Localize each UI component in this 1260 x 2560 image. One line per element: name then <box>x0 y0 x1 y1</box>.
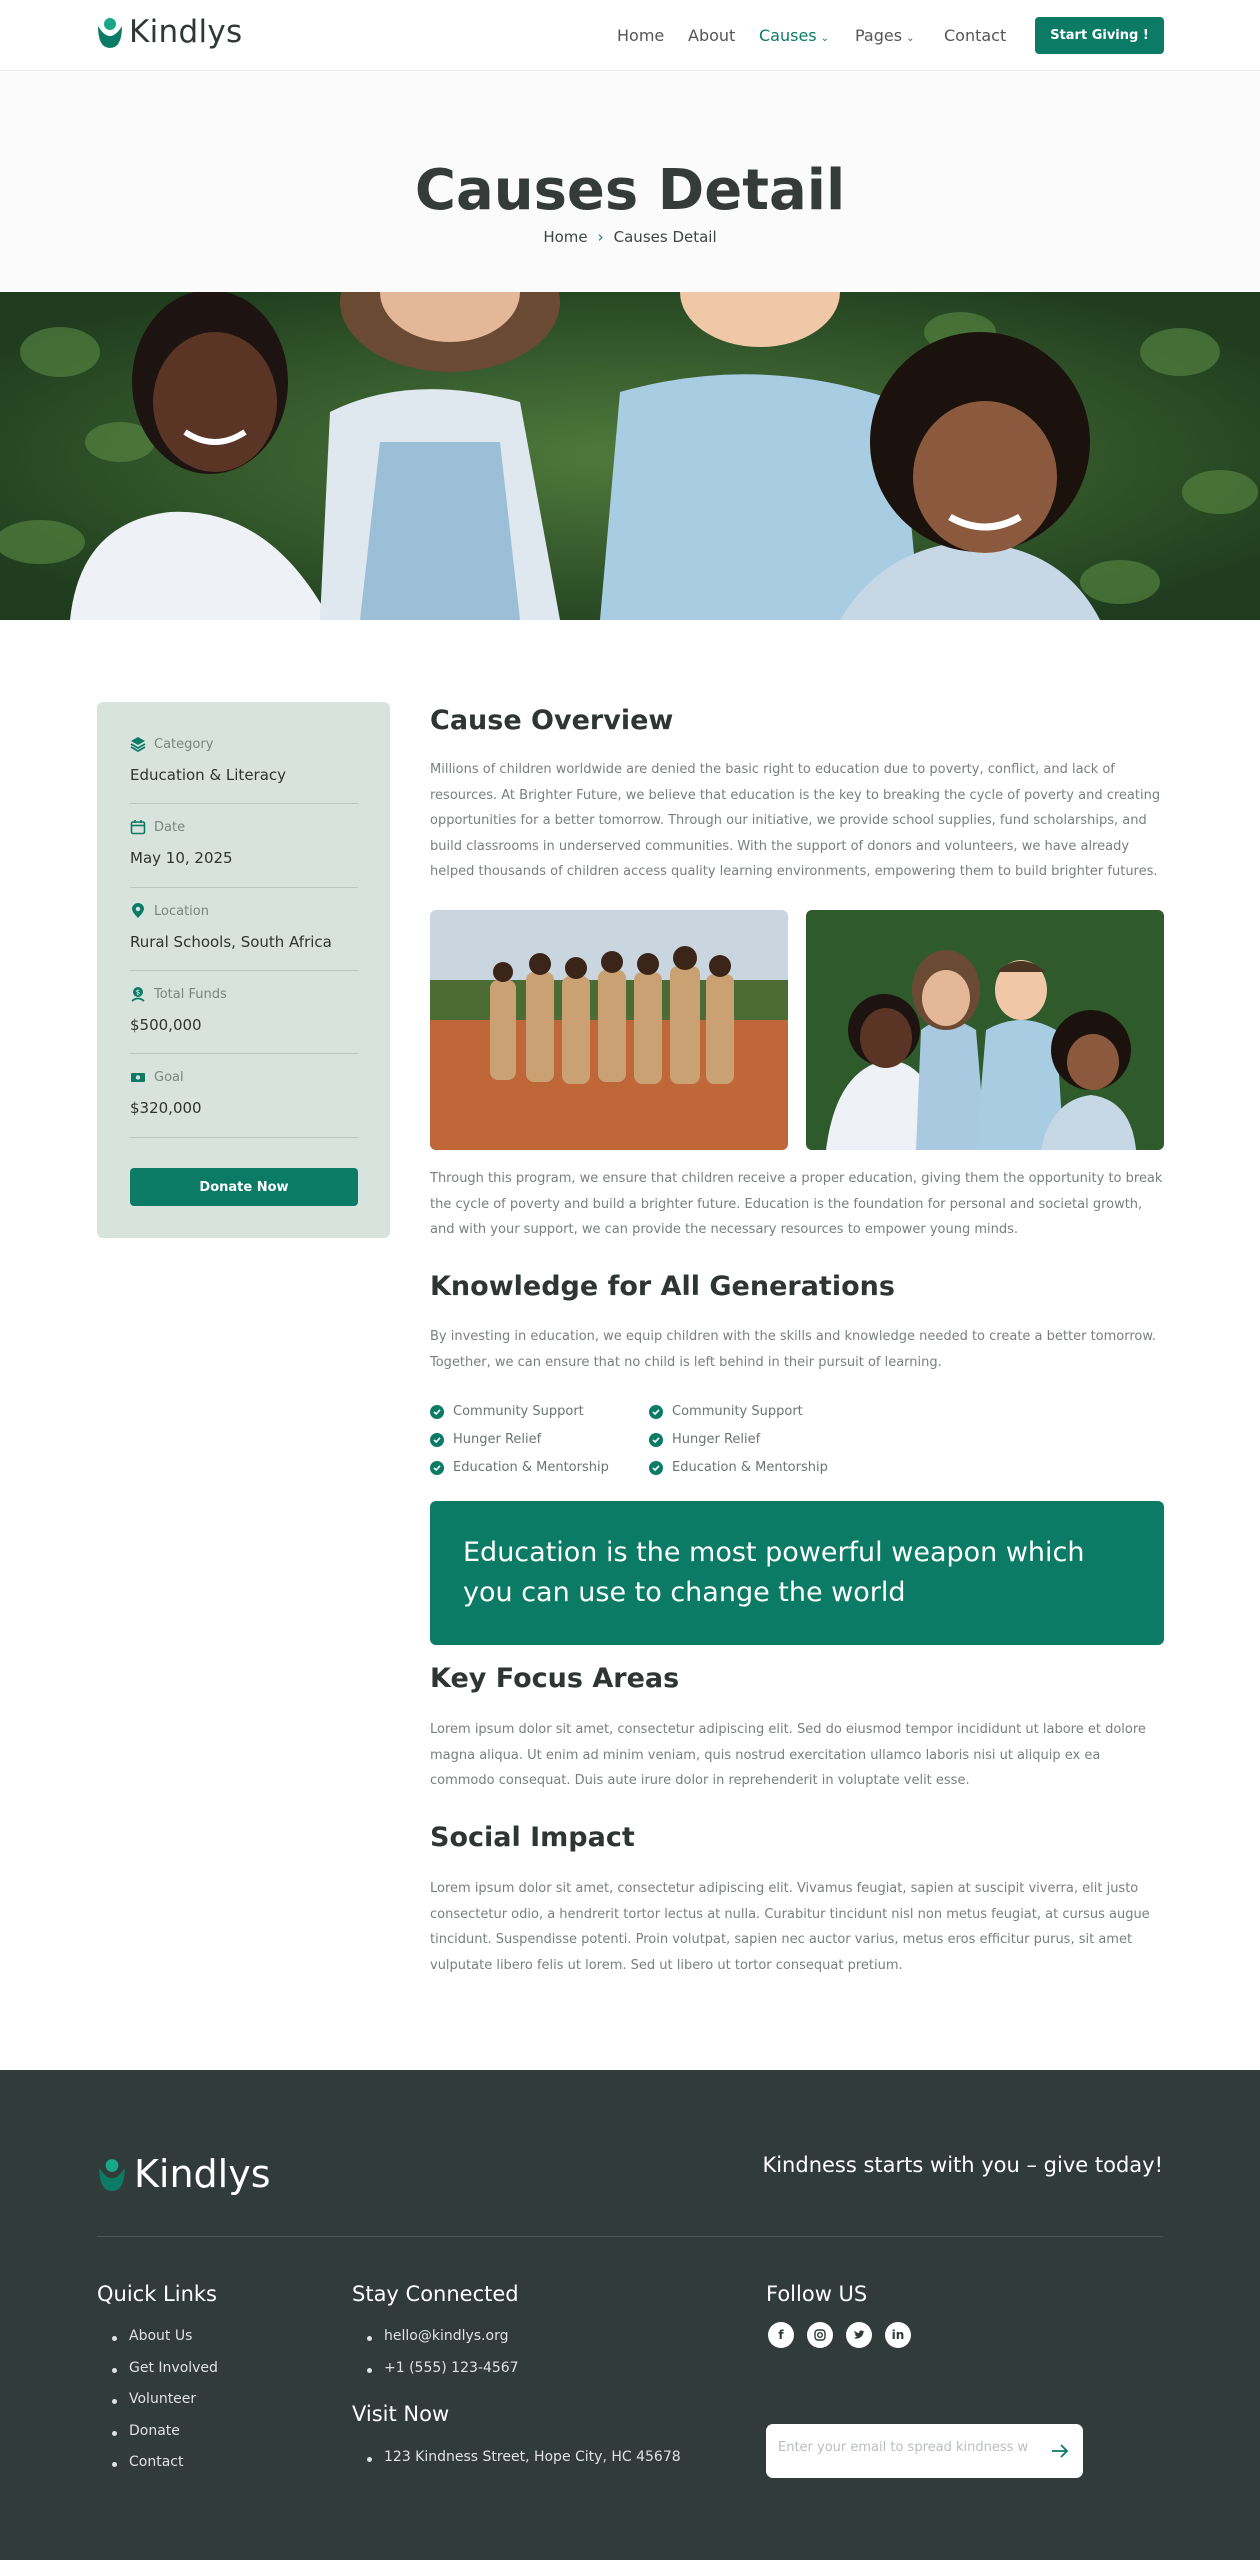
chevron-right-icon: › <box>597 228 604 246</box>
checklist-item-label: Education & Mentorship <box>672 1460 828 1475</box>
svg-text:$: $ <box>135 988 141 997</box>
contact-list <box>352 2328 519 2391</box>
quick-link-volunteer[interactable]: Volunteer <box>97 2391 218 2423</box>
check-circle-icon <box>649 1461 663 1475</box>
address-list <box>352 2449 681 2481</box>
hero-image <box>0 292 1260 620</box>
checklist-item-label: Hunger Relief <box>672 1432 761 1447</box>
info-total-funds <box>130 986 358 1054</box>
footer-brand-name: Kindlys <box>134 2152 271 2196</box>
impact-text: Lorem ipsum dolor sit amet, consectetur adipiscing elit. Vivamus feugiat, sapien at suscipit viverra, elit justo consectetur odio, a hendrerit tortor lectus at nulla. Curabitur tincidunt nisl non metus feugiat, at cursus augue tincidunt. Suspendisse potenti. Proin volutpat, sapien nec auctor varius, metus eros efficitur purus, sit amet vulputate libero felis ut lorem. Sed ut libero ut tortor consequat pretium. <box>430 1881 1150 1973</box>
impact-heading: Social Impact <box>430 1822 635 1853</box>
info-location <box>130 903 358 971</box>
children-hero-illustration <box>0 292 1260 620</box>
visit-now-heading: Visit Now <box>352 2402 450 2426</box>
quote-block: Education is the most powerful weapon which you can use to change the world <box>430 1501 1164 1645</box>
money-icon <box>130 1069 146 1085</box>
linkedin-icon[interactable]: in <box>885 2322 911 2348</box>
footer-tagline: Kindness starts with you – give today! <box>762 2153 1163 2177</box>
info-category-label: Category <box>154 736 214 752</box>
info-category-value: Education & Literacy <box>130 766 287 784</box>
info-total-funds-label-row <box>130 986 358 1002</box>
info-total-funds-label: Total Funds <box>154 986 227 1002</box>
check-circle-icon <box>430 1433 444 1447</box>
location-pin-icon <box>130 903 146 919</box>
logo-icon <box>95 14 125 50</box>
nav-causes-label: Causes <box>759 26 817 45</box>
info-goal-label-row <box>130 1069 358 1085</box>
cause-info-card <box>97 702 390 1238</box>
quick-link-about[interactable]: About Us <box>97 2328 218 2360</box>
newsletter-form <box>766 2424 1083 2478</box>
info-location-value: Rural Schools, South Africa <box>130 933 332 951</box>
footer-logo[interactable] <box>96 2152 271 2196</box>
social-links <box>768 2322 911 2348</box>
info-goal-value: $320,000 <box>130 1099 202 1117</box>
start-giving-button[interactable]: Start Giving ! <box>1035 17 1164 54</box>
overview-heading: Cause Overview <box>430 705 674 736</box>
chevron-down-icon: ⌄ <box>820 33 830 44</box>
instagram-icon[interactable] <box>807 2322 833 2348</box>
calendar-icon <box>130 819 146 835</box>
logo-icon <box>96 2152 128 2196</box>
info-category-label-row <box>130 736 358 752</box>
happy-children-illustration <box>806 910 1164 1150</box>
check-circle-icon <box>430 1461 444 1475</box>
contact-email[interactable]: hello@kindlys.org <box>352 2328 519 2360</box>
knowledge-heading: Knowledge for All Generations <box>430 1271 895 1302</box>
quick-links-list <box>97 2328 218 2486</box>
check-circle-icon <box>649 1433 663 1447</box>
nav-pages-label: Pages <box>855 26 903 45</box>
page-title: Causes Detail <box>414 158 846 223</box>
site-footer <box>0 2070 1260 2560</box>
photo-happy-children <box>806 910 1164 1150</box>
arrow-right-icon[interactable] <box>1047 2438 1073 2464</box>
check-circle-icon <box>430 1405 444 1419</box>
info-goal <box>130 1069 358 1138</box>
focus-heading: Key Focus Areas <box>430 1663 680 1694</box>
overview-text: Millions of children worldwide are denied the basic right to education due to poverty, conflict, and lack of resources. At Brighter Future, we believe that education is the key to breaking the cycle of poverty and creating opportunities for a better tomorrow. Through our initiative, we provide school supplies, fund scholarships, and build classrooms in underserved communities. With the support of donors and volunteers, we have already helped thousands of children access quality learning environments, empowering them to build brighter futures. <box>430 762 1161 879</box>
focus-text: Lorem ipsum dolor sit amet, consectetur adipiscing elit. Sed do eiusmod tempor incididunt ut labore et dolore magna aliqua. Ut enim ad minim veniam, quis nostrud exercitation ullamco laboris nisi ut aliquip ex ea commodo consequat. Duis aute irure dolor in reprehenderit in voluptate velit esse. <box>430 1722 1146 1788</box>
info-date-label: Date <box>154 819 186 835</box>
quick-links-heading: Quick Links <box>97 2282 218 2306</box>
school-children-illustration <box>430 910 788 1150</box>
benefits-checklist <box>430 1404 930 1474</box>
info-date-label-row <box>130 819 358 835</box>
follow-us-heading: Follow US <box>766 2282 868 2306</box>
checklist-item <box>430 1460 609 1475</box>
knowledge-text: By investing in education, we equip children with the skills and knowledge needed to create a better tomorrow. Together, we can ensure that no child is left behind in their pursuit of learning. <box>430 1329 1156 1370</box>
checklist-item-label: Community Support <box>453 1404 584 1419</box>
checklist-item <box>430 1404 584 1419</box>
program-text: Through this program, we ensure that children receive a proper education, giving them the opportunity to break the cycle of poverty and build a brighter future. Education is the foundation for personal and societal growth, and with your support, we can provide the necessary resources to empower young minds. <box>430 1171 1163 1237</box>
brand-logo[interactable] <box>95 14 242 50</box>
checklist-item-label: Community Support <box>672 1404 803 1419</box>
checklist-item <box>649 1404 803 1419</box>
nav-causes[interactable] <box>759 26 829 45</box>
checklist-item-label: Hunger Relief <box>453 1432 542 1447</box>
brand-name: Kindlys <box>129 14 243 50</box>
check-circle-icon <box>649 1405 663 1419</box>
info-location-label-row <box>130 903 358 919</box>
address-text: 123 Kindness Street, Hope City, HC 45678 <box>352 2449 681 2481</box>
donate-now-button[interactable]: Donate Now <box>130 1168 358 1206</box>
breadcrumb-current: Causes Detail <box>613 228 717 246</box>
funds-icon <box>130 986 146 1002</box>
info-date <box>130 819 358 888</box>
facebook-icon[interactable]: f <box>768 2322 794 2348</box>
quick-link-donate[interactable]: Donate <box>97 2423 218 2455</box>
nav-home[interactable]: Home <box>617 26 665 45</box>
info-date-value: May 10, 2025 <box>130 849 233 867</box>
info-goal-label: Goal <box>154 1069 184 1085</box>
site-header <box>0 0 1260 71</box>
info-location-label: Location <box>154 903 209 919</box>
quick-link-contact[interactable]: Contact <box>97 2454 218 2486</box>
checklist-item <box>430 1432 541 1447</box>
nav-pages[interactable] <box>855 26 914 45</box>
nav-about[interactable]: About <box>688 26 736 45</box>
layers-icon <box>130 736 146 752</box>
footer-divider <box>97 2236 1163 2237</box>
photo-school-children <box>430 910 788 1150</box>
breadcrumb-home[interactable]: Home <box>543 228 588 246</box>
info-total-funds-value: $500,000 <box>130 1016 202 1034</box>
nav-contact[interactable]: Contact <box>944 26 1007 45</box>
page-title-area <box>0 72 1260 292</box>
chevron-down-icon: ⌄ <box>906 33 915 44</box>
checklist-item <box>649 1432 760 1447</box>
checklist-item-label: Education & Mentorship <box>453 1460 609 1475</box>
quick-link-get-involved[interactable]: Get Involved <box>97 2360 218 2392</box>
checklist-item <box>649 1460 828 1475</box>
newsletter-email-input[interactable] <box>778 2440 1028 2455</box>
stay-connected-heading: Stay Connected <box>352 2282 519 2306</box>
contact-phone[interactable]: +1 (555) 123-4567 <box>352 2360 519 2392</box>
twitter-icon[interactable] <box>846 2322 872 2348</box>
breadcrumb <box>0 228 1260 246</box>
info-category <box>130 736 358 804</box>
